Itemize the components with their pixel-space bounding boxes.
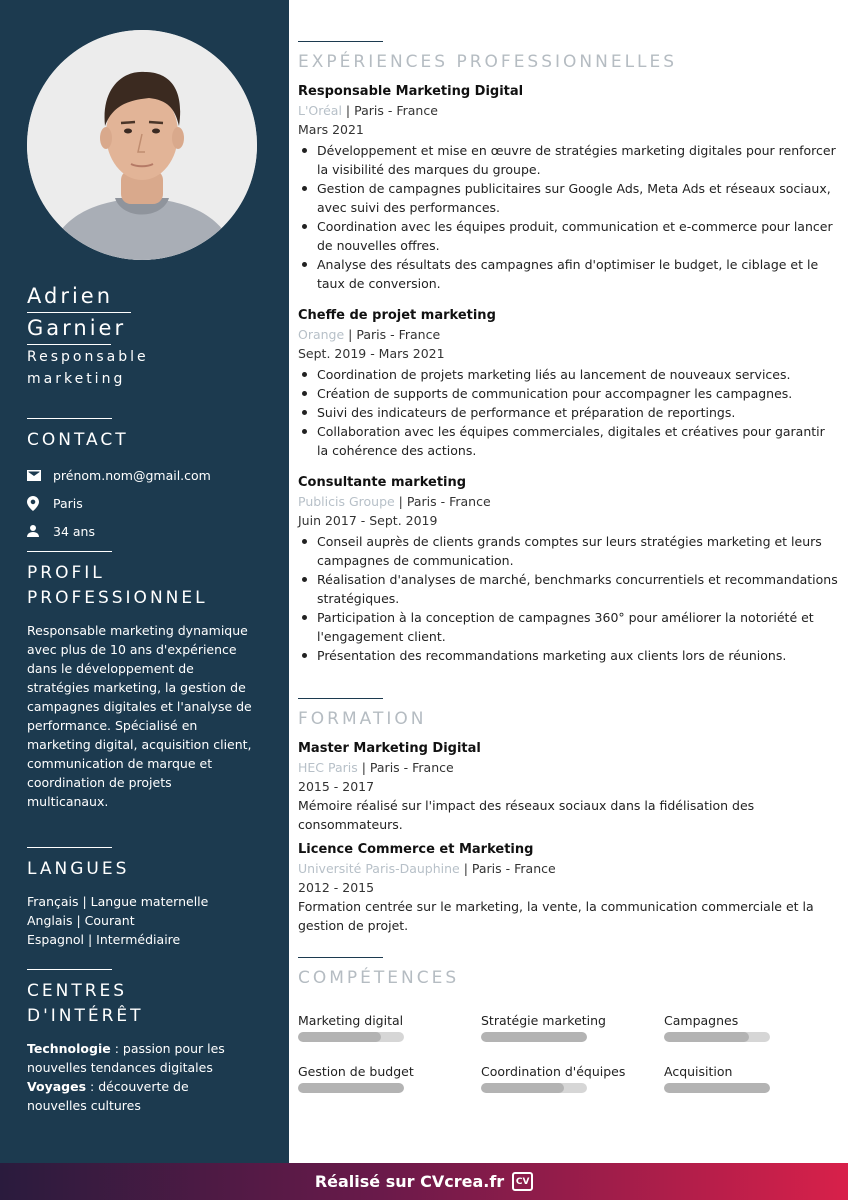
skill-item [481,1063,653,1093]
experience-bullets [298,141,838,293]
language-item: Espagnol | Intermédiaire [27,932,181,947]
bullet-item: Présentation des recommandations marketing aux clients lors de réunions. [298,646,838,665]
skill-label: Campagnes [664,1013,739,1028]
experience-place: | Paris - France [341,103,438,118]
bullet-item: Gestion de campagnes publicitaires sur Google Ads, Meta Ads et réseaux sociaux, avec suivi des performances. [298,179,838,217]
footer-text[interactable]: Réalisé sur CVcrea.fr [314,1172,505,1191]
education-date: 2015 - 2017 [298,779,375,794]
job-title: Responsable marketing [27,349,149,387]
skills-title: COMPÉTENCES [298,968,460,988]
interest-label: Voyages [27,1079,87,1094]
experience-bullets [298,365,838,460]
contact-age-row [27,517,267,545]
experience-entry [298,306,838,460]
skill-bar [481,1032,587,1042]
education-place: | Paris - France [357,760,454,775]
first-name: Adrien [27,284,114,308]
skill-bar-fill [298,1083,404,1093]
education-meta [298,758,838,777]
skill-bar-fill [664,1032,749,1042]
education-section [298,698,838,935]
bullet-item: Analyse des résultats des campagnes afin d'optimiser le budget, le ciblage et le taux de conversion. [298,255,838,293]
experience-org: Orange [298,327,345,342]
education-title: FORMATION [298,709,427,729]
skill-label: Acquisition [664,1064,733,1079]
skill-label: Marketing digital [298,1013,404,1028]
experience-title: EXPÉRIENCES PROFESSIONNELLES [298,52,678,72]
skill-item [664,1012,836,1042]
skill-bar-fill [481,1032,587,1042]
experience-place: | Paris - France [394,494,491,509]
interest-text: : passion pour les nouvelles tendances digitales [27,1041,225,1075]
section-rule [298,41,383,42]
profile-section [27,551,267,811]
sidebar [0,0,289,1163]
cvcrea-logo-icon: CV [512,1172,533,1191]
education-degree: Master Marketing Digital [298,741,481,756]
section-rule [298,957,383,958]
skill-bar [298,1032,404,1042]
contact-location: Paris [53,495,83,511]
skill-label: Coordination d'équipes [481,1064,626,1079]
profile-photo [27,30,257,260]
experience-section [298,41,838,665]
footer-banner[interactable] [0,1163,848,1200]
interest-item [27,1077,252,1115]
experience-org: L'Oréal [298,103,342,118]
experience-org: Publicis Groupe [298,494,395,509]
section-rule [27,418,112,419]
bullet-item: Coordination avec les équipes produit, communication et e-commerce pour lancer de nouvelles offres. [298,217,838,255]
experience-entry [298,82,838,293]
skill-label: Stratégie marketing [481,1013,606,1028]
location-pin-icon [27,496,53,511]
education-desc: Formation centrée sur le marketing, la vente, la communication commerciale et la gestion de projet. [298,899,814,933]
experience-place: | Paris - France [344,327,441,342]
mail-icon [27,470,53,481]
education-date: 2012 - 2015 [298,880,375,895]
skill-item [664,1063,836,1093]
experience-job-title: Responsable Marketing Digital [298,84,524,99]
candidate-name-block [27,281,277,390]
skill-bar [664,1032,770,1042]
experience-date: Mars 2021 [298,122,364,137]
skill-item [481,1012,653,1042]
skill-bar [298,1083,404,1093]
skill-label: Gestion de budget [298,1064,414,1079]
person-icon [27,525,53,537]
education-desc: Mémoire réalisé sur l'impact des réseaux sociaux dans la fidélisation des consommateurs. [298,798,755,832]
section-rule [27,847,112,848]
interest-text: : découverte de nouvelles cultures [27,1079,189,1113]
bullet-item: Développement et mise en œuvre de stratégies marketing digitales pour renforcer la visibilité des marques du groupe. [298,141,838,179]
skill-item [298,1063,470,1093]
experience-job-title: Consultante marketing [298,475,467,490]
language-item: Français | Langue maternelle [27,894,209,909]
languages-title: LANGUES [27,859,130,879]
experience-bullets [298,532,838,665]
section-rule [298,698,383,699]
experience-entry [298,473,838,665]
interests-section [27,969,267,1115]
last-name: Garnier [27,312,131,344]
experience-date: Juin 2017 - Sept. 2019 [298,513,438,528]
skill-bar-fill [298,1032,381,1042]
bullet-item: Conseil auprès de clients grands comptes sur leurs stratégies marketing et leurs campagnes de communication. [298,532,838,570]
skill-item [298,1012,470,1042]
education-place: | Paris - France [459,861,556,876]
bullet-item: Collaboration avec les équipes commerciales, digitales et créatives pour garantir la cohérence des actions. [298,422,838,460]
section-rule [27,551,112,552]
contact-email[interactable]: prénom.nom@gmail.com [53,467,211,483]
experience-meta [298,492,838,511]
language-item: Anglais | Courant [27,913,135,928]
contact-location-row [27,489,267,517]
bullet-item: Participation à la conception de campagnes 360° pour améliorer la notoriété et l'engagement client. [298,608,838,646]
contact-email-row [27,461,267,489]
interest-label: Technologie [27,1041,111,1056]
section-rule [27,969,112,970]
skills-header [298,957,838,990]
contact-section [27,418,267,545]
education-meta [298,859,838,878]
education-degree: Licence Commerce et Marketing [298,842,534,857]
job-title-rule [27,344,111,345]
skill-bar [664,1083,770,1093]
bullet-item: Suivi des indicateurs de performance et préparation de reportings. [298,403,838,422]
interest-item [27,1039,252,1077]
bullet-item: Coordination de projets marketing liés au lancement de nouveaux services. [298,365,838,384]
skill-bar [481,1083,587,1093]
profile-text: Responsable marketing dynamique avec plus de 10 ans d'expérience dans le développement de stratégies marketing, la gestion de campagnes digitales et l'analyse de performance. Spécialisé en marketing digital, acquisition client, communication de marque et coordination de projets multicanaux. [27,623,252,809]
education-entry [298,739,838,834]
experience-meta [298,101,838,120]
contact-title: CONTACT [27,430,129,450]
bullet-item: Création de supports de communication pour accompagner les campagnes. [298,384,838,403]
experience-date: Sept. 2019 - Mars 2021 [298,346,445,361]
experience-job-title: Cheffe de projet marketing [298,308,496,323]
languages-section [27,847,267,949]
contact-age: 34 ans [53,523,95,539]
skill-bar-fill [664,1083,770,1093]
experience-meta [298,325,838,344]
bullet-item: Réalisation d'analyses de marché, benchmarks concurrentiels et recommandations stratégiques. [298,570,838,608]
education-entry [298,840,838,935]
profile-title: PROFIL PROFESSIONNEL [27,563,208,608]
education-school: Université Paris-Dauphine [298,861,460,876]
skill-bar-fill [481,1083,564,1093]
education-school: HEC Paris [298,760,358,775]
interests-title: CENTRES D'INTÉRÊT [27,981,144,1026]
